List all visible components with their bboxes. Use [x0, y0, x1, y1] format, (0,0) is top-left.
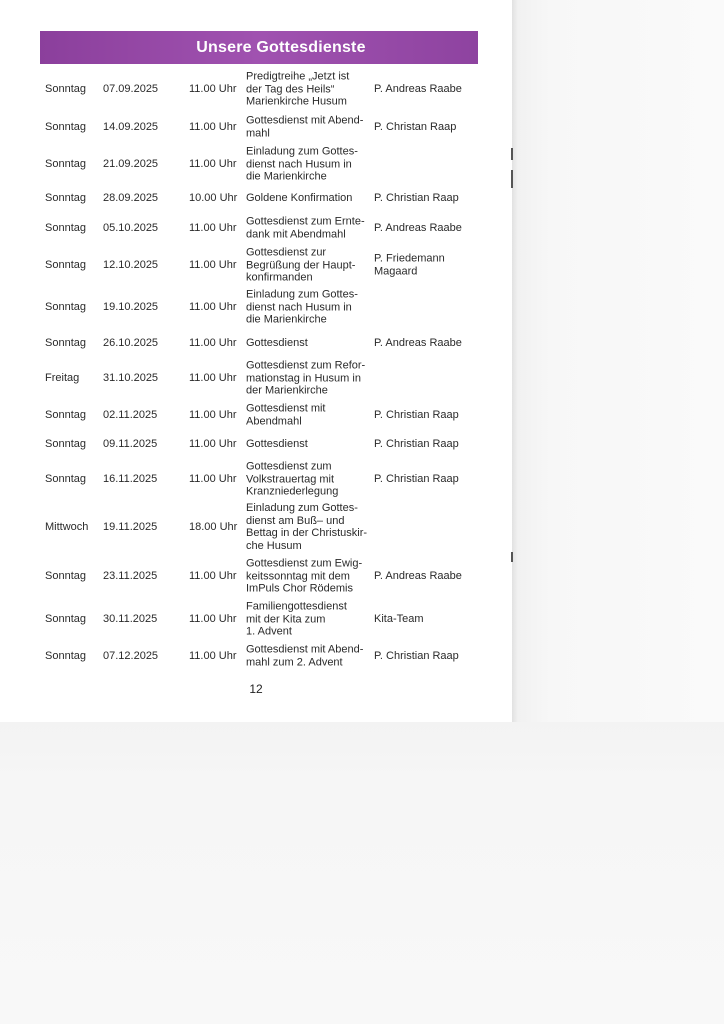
- service-officiant: P. Andreas Raabe: [374, 336, 462, 349]
- service-event: Goldene Konfirmation: [246, 191, 353, 204]
- service-officiant: P. Friedemann Magaard: [374, 252, 445, 277]
- service-officiant: P. Andreas Raabe: [374, 82, 462, 95]
- service-time: 10.00 Uhr: [189, 191, 238, 204]
- service-time: 11.00 Uhr: [189, 649, 237, 662]
- service-date: 21.09.2025: [103, 157, 159, 170]
- service-time: 11.00 Uhr: [189, 120, 237, 133]
- service-event: Gottesdienst: [246, 336, 308, 349]
- service-row: [0, 458, 512, 500]
- service-event: Einladung zum Gottes- dienst nach Husum in die Marienkirche: [246, 288, 358, 326]
- service-date: 23.11.2025: [103, 569, 158, 582]
- service-time: 11.00 Uhr: [189, 336, 237, 349]
- service-officiant: P. Andreas Raabe: [374, 569, 462, 582]
- service-row: [0, 641, 512, 671]
- scan-artifact: [511, 148, 513, 160]
- service-day: Sonntag: [45, 82, 86, 95]
- service-day: Sonntag: [45, 612, 86, 625]
- service-date: 07.09.2025: [103, 82, 159, 95]
- service-day: Sonntag: [45, 408, 86, 421]
- service-date: 26.10.2025: [103, 336, 159, 349]
- service-date: 16.11.2025: [103, 472, 158, 485]
- service-row: [0, 69, 512, 109]
- service-time: 11.00 Uhr: [189, 408, 237, 421]
- service-day: Sonntag: [45, 472, 86, 485]
- page-title: Unsere Gottesdienste: [196, 38, 366, 56]
- service-officiant: P. Christian Raap: [374, 472, 459, 485]
- service-day: Sonntag: [45, 157, 86, 170]
- service-row: [0, 333, 512, 353]
- service-date: 02.11.2025: [103, 408, 158, 421]
- service-row: [0, 214, 512, 242]
- service-day: Sonntag: [45, 336, 86, 349]
- page-number: 12: [249, 682, 263, 696]
- service-officiant: P. Andreas Raabe: [374, 221, 462, 234]
- service-time: 11.00 Uhr: [189, 300, 237, 313]
- service-day: Sonntag: [45, 437, 86, 450]
- service-event: Gottesdienst zum Volkstrauertag mit Kranzniederlegung: [246, 460, 339, 498]
- service-officiant: Kita-Team: [374, 612, 424, 625]
- service-time: 11.00 Uhr: [189, 472, 237, 485]
- service-row: [0, 286, 512, 328]
- service-row: [0, 188, 512, 208]
- document-page: [0, 0, 512, 722]
- service-event: Gottesdienst zum Refor- mationstag in Husum in der Marienkirche: [246, 359, 366, 397]
- service-day: Sonntag: [45, 221, 86, 234]
- service-time: 11.00 Uhr: [189, 82, 237, 95]
- service-time: 11.00 Uhr: [189, 569, 237, 582]
- service-event: Gottesdienst zum Ewig- keitssonntag mit dem ImPuls Chor Rödemis: [246, 557, 363, 595]
- service-officiant: P. Christian Raap: [374, 191, 459, 204]
- service-row: [0, 400, 512, 430]
- header-banner: [40, 31, 478, 64]
- service-time: 11.00 Uhr: [189, 157, 237, 170]
- service-officiant: P. Christan Raap: [374, 120, 457, 133]
- service-time: 11.00 Uhr: [189, 371, 237, 384]
- service-time: 11.00 Uhr: [189, 221, 237, 234]
- service-time: 11.00 Uhr: [189, 437, 237, 450]
- service-date: 19.10.2025: [103, 300, 159, 313]
- service-officiant: P. Christian Raap: [374, 437, 459, 450]
- service-day: Sonntag: [45, 191, 86, 204]
- service-event: Gottesdienst mit Abendmahl: [246, 402, 326, 427]
- service-day: Sonntag: [45, 569, 86, 582]
- service-officiant: P. Christian Raap: [374, 649, 459, 662]
- service-date: 12.10.2025: [103, 258, 159, 271]
- service-officiant: P. Christian Raap: [374, 408, 459, 421]
- service-row: [0, 598, 512, 640]
- service-event: Gottesdienst zum Ernte- dank mit Abendmahl: [246, 215, 365, 240]
- service-time: 18.00 Uhr: [189, 520, 238, 533]
- service-day: Sonntag: [45, 120, 86, 133]
- service-event: Gottesdienst mit Abend- mahl zum 2. Advent: [246, 643, 364, 668]
- service-date: 30.11.2025: [103, 612, 158, 625]
- service-row: [0, 144, 512, 184]
- service-event: Einladung zum Gottes- dienst nach Husum in die Marienkirche: [246, 145, 358, 183]
- service-day: Sonntag: [45, 258, 86, 271]
- service-row: [0, 112, 512, 142]
- scan-background-bottom: [0, 722, 724, 1024]
- service-day: Sonntag: [45, 300, 86, 313]
- service-day: Freitag: [45, 371, 80, 384]
- service-date: 07.12.2025: [103, 649, 159, 662]
- service-time: 11.00 Uhr: [189, 612, 237, 625]
- scan-artifact: [511, 552, 513, 562]
- service-row: [0, 357, 512, 399]
- service-date: 31.10.2025: [103, 371, 159, 384]
- service-event: Gottesdienst zur Begrüßung der Haupt- konfirmanden: [246, 246, 356, 284]
- service-event: Gottesdienst mit Abend- mahl: [246, 114, 364, 139]
- service-date: 19.11.2025: [103, 520, 158, 533]
- service-date: 28.09.2025: [103, 191, 159, 204]
- service-day: Mittwoch: [45, 520, 89, 533]
- service-row: [0, 434, 512, 454]
- service-date: 14.09.2025: [103, 120, 159, 133]
- service-day: Sonntag: [45, 649, 86, 662]
- scan-artifact: [511, 170, 513, 188]
- service-row: [0, 244, 512, 286]
- service-row: [0, 555, 512, 597]
- service-event: Familiengottesdienst mit der Kita zum 1. Advent: [246, 600, 347, 638]
- service-time: 11.00 Uhr: [189, 258, 237, 271]
- service-event: Einladung zum Gottes- dienst am Buß– und Bettag in der Christuskir- che Husum: [246, 502, 368, 552]
- service-date: 05.10.2025: [103, 221, 159, 234]
- service-row: [0, 500, 512, 554]
- service-event: Predigtreihe „Jetzt ist der Tag des Heils“ Marienkirche Husum: [246, 70, 350, 108]
- service-date: 09.11.2025: [103, 437, 158, 450]
- service-event: Gottesdienst: [246, 437, 308, 450]
